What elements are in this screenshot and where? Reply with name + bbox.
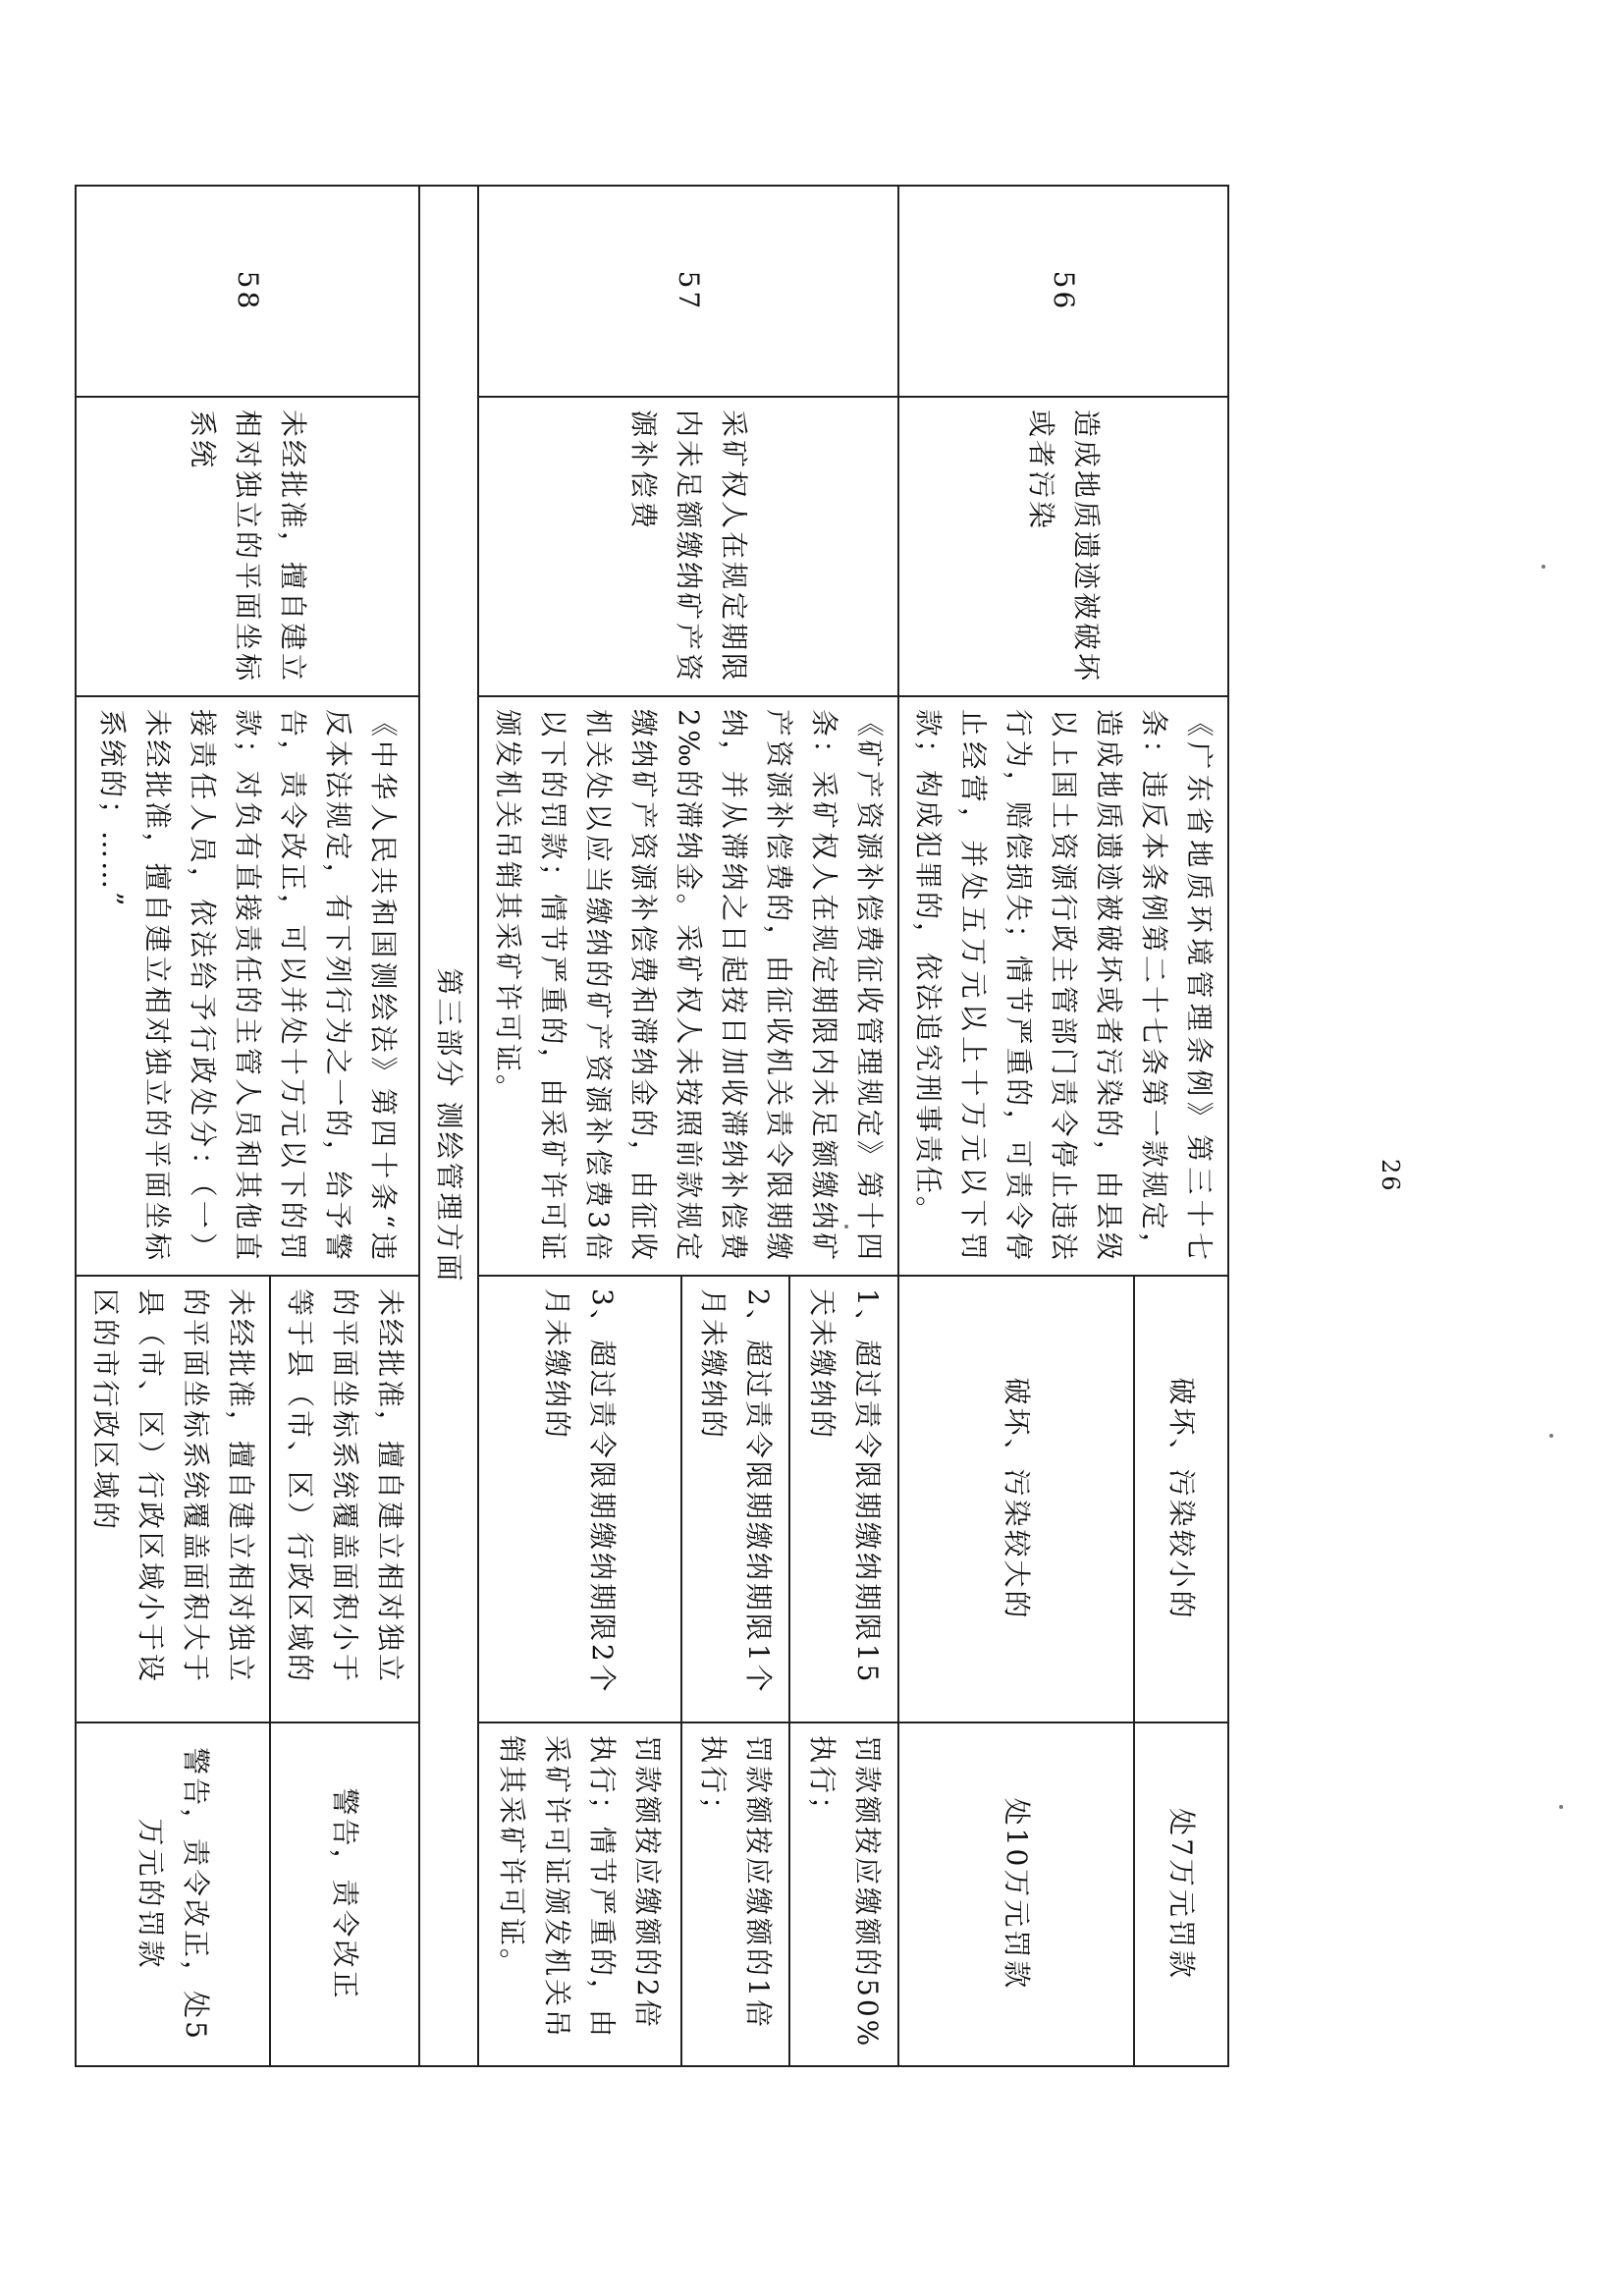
penalty-standard: 警告，责令改正 — [270, 1722, 419, 2066]
penalty-standard: 罚款额按应缴额的1倍执行； — [681, 1722, 790, 2066]
circumstance: 未经批准，擅自建立相对独立的平面坐标系统覆盖面积大于县（市、区）行政区域小于设区的市行政区域的 — [76, 1276, 270, 1722]
penalty-standard: 处10万元罚款 — [898, 1722, 1134, 2066]
violation-item: 未经批准，擅自建立相对独立的平面坐标系统 — [76, 397, 419, 696]
circumstance: 2、超过责令限期缴纳期限1个月未缴纳的 — [681, 1276, 790, 1722]
penalty-standard: 罚款额按应缴额的50%执行； — [789, 1722, 898, 2066]
table-row — [270, 186, 419, 2066]
penalty-standard-table — [75, 185, 1229, 2067]
legal-basis: 《矿产资源补偿费征收管理规定》第十四条：采矿权人在规定期限内未足额缴纳矿产资源补偿费的，由征收机关责令限期缴纳，并从滞纳之日起按日加收滞纳补偿费2‰的滞纳金。采矿权人未按照前款规定缴纳矿产资源补偿费和滞纳金的，由征收机关处以应当缴纳的矿产资源补偿费3倍以下的罚款；情节严重的，由采矿许可证颁发机关吊销其采矿许可证。 — [478, 696, 898, 1276]
circumstance: 未经批准，擅自建立相对独立的平面坐标系统覆盖面积小于等于县（市、区）行政区域的 — [270, 1276, 419, 1722]
violation-item: 造成地质遗迹被破坏或者污染 — [898, 397, 1228, 696]
scan-speck — [1559, 1805, 1563, 1809]
circumstance: 破坏、污染较小的 — [1134, 1276, 1228, 1722]
table-row — [419, 186, 478, 2066]
circumstance: 3、超过责令限期缴纳期限2个月未缴纳的 — [478, 1276, 681, 1722]
item-number: 58 — [76, 186, 419, 397]
scan-speck — [1549, 1434, 1553, 1438]
rotated-table-area — [89, 185, 1229, 2065]
scan-speck — [844, 1225, 848, 1229]
legal-basis: 《广东省地质环境管理条例》第三十七条：违反本条例第二十七条第一款规定，造成地质遗迹被破坏或者污染的，由县级以上国土资源行政主管部门责令停止违法行为，赔偿损失；情节严重的，可责令停止经营，并处五万元以上十万元以下罚款；构成犯罪的，依法追究刑事责任。 — [898, 696, 1228, 1276]
table-row — [1134, 186, 1228, 2066]
penalty-standard: 处7万元罚款 — [1134, 1722, 1228, 2066]
circumstance: 破坏、污染较大的 — [898, 1276, 1134, 1722]
part-heading: 第三部分 测绘管理方面 — [419, 186, 478, 2066]
circumstance: 1、超过责令限期缴纳期限15天未缴纳的 — [789, 1276, 898, 1722]
table-row — [789, 186, 898, 2066]
penalty-standard: 警告，责令改正，处5万元的罚款 — [76, 1722, 270, 2066]
legal-basis: 《中华人民共和国测绘法》第四十条“违反本法规定，有下列行为之一的，给予警告，责令改正，可以并处十万元以下的罚款；对负有直接责任的主管人员和其他直接责任人员，依法给予行政处分：（一）未经批准，擅自建立相对独立的平面坐标系统的；……” — [76, 696, 419, 1276]
violation-item: 采矿权人在规定期限内未足额缴纳矿产资源补偿费 — [478, 397, 898, 696]
scan-speck — [1542, 565, 1545, 569]
penalty-standard: 罚款额按应缴额的2倍执行；情节严重的，由采矿许可证颁发机关吊销其采矿许可证。 — [478, 1722, 681, 2066]
item-number: 57 — [478, 186, 898, 397]
page-number: 26 — [1377, 1159, 1404, 1193]
item-number: 56 — [898, 186, 1228, 397]
